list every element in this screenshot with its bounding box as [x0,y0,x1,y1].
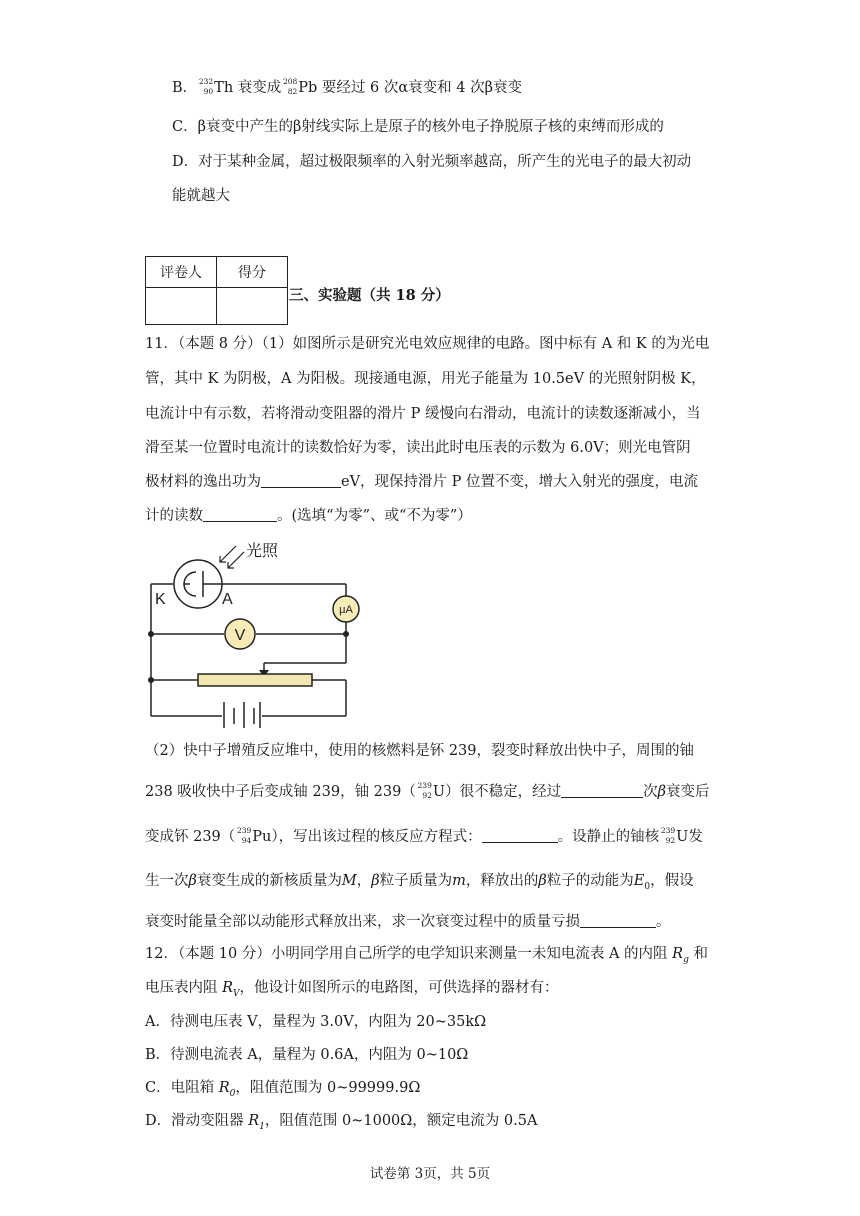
light-rays-icon [220,546,244,568]
section-title: 三、实验题（共 18 分） [289,287,450,304]
nuclear-equation-blank[interactable] [482,828,558,843]
q11-line6: 计的读数 。(选填“为零”、或“不为零”） [145,508,472,524]
work-function-blank[interactable] [261,473,341,488]
uranium-nuclide-2: 239 92 [660,826,676,845]
score-label: 得分 [217,257,288,288]
thorium-nuclide: 232 90 [198,77,214,96]
plutonium-nuclide: 239 94 [236,826,252,845]
q11-line5: 极材料的逸出功为 eV，现保持滑片 P 位置不变，增大入射光的强度，电流 [145,474,699,490]
q11-line4: 滑至某一位置时电流计的读数恰好为零，读出此时电压表的示数为 6.0V；则光电管阴 [145,440,691,456]
q11-2-line3: 变成钚 239（ 239 94 Pu），写出该过程的核反应方程式： 。设静止的铀核 239 92 U发 [145,826,703,845]
voltmeter-icon [225,619,255,649]
page-footer: 试卷第 3页，共 5页 [369,1166,491,1182]
score-table [145,256,288,325]
reviewer-cell [146,288,217,325]
cathode-label: K [155,591,166,608]
microammeter-icon [333,596,359,622]
q11-2-line5: 衰变时能量全部以动能形式释放出来，求一次衰变过程中的质量亏损 。 [145,914,671,930]
q11-2-line1: （2）快中子增殖反应堆中，使用的核燃料是钚 239，裂变时释放出快中子，周围的铀 [145,743,695,759]
q12-option-b: B．待测电流表 A，量程为 0.6A，内阻为 0~10Ω [145,1047,469,1063]
q11-2-line4: 生一次β衰变生成的新核质量为M，β粒子质量为m，释放出的β粒子的动能为$E_0$，假设 [145,873,694,892]
q11-line3: 电流计中有示数，若将滑动变阻器的滑片 P 缓慢向右滑动，电流计的读数逐渐减小，当 [145,406,701,422]
current-reading-blank[interactable] [203,507,277,522]
q11-line1: 11．（本题 8 分）（1）如图所示是研究光电效应规律的电路。图中标有 A 和 K 的为光电 [145,336,710,352]
option-d-line2: 能就越大 [172,188,230,204]
score-cell [217,288,288,325]
lead-nuclide: 208 82 [282,77,298,96]
q12-line2: 电压表内阻 $R_V$，他设计如图所示的电路图，可供选择的器材有： [145,980,559,999]
anode-label: A [222,591,233,608]
mass-defect-blank[interactable] [580,913,656,928]
q11-line2: 管，其中 K 为阴极，A 为阳极。现接通电源，用光子能量为 10.5eV 的光照射阴极 K， [145,371,706,387]
option-c: C．β衰变中产生的β射线实际上是原子的核外电子挣脱原子核的束缚而形成的 [172,119,664,135]
microammeter-label: μA [339,604,353,616]
rheostat [198,674,312,686]
option-b: B． 232 90 Th 衰变成 208 82 Pb 要经过 6 次α衰变和 4 次β衰变 [172,77,522,96]
beta-decay-count-blank[interactable] [561,783,643,798]
option-d-line1: D．对于某种金属，超过极限频率的入射光频率越高，所产生的光电子的最大初动 [172,154,692,170]
q12-line1: 12．（本题 10 分）小明同学用自己所学的电学知识来测量一未知电流表 A 的内阻 $R_g$ 和 [145,946,708,965]
voltmeter-label: V [234,627,246,644]
uranium-nuclide: 239 92 [417,781,432,800]
light-label: 光照 [246,541,279,560]
q12-option-c: C．电阻箱 $R_0$，阻值范围为 0~99999.9Ω [145,1080,421,1099]
battery-icon [224,702,260,728]
q12-option-d: D．滑动变阻器 $R_1$，阻值范围 0~1000Ω，额定电流为 0.5A [145,1113,538,1132]
photoelectric-circuit-diagram [140,538,360,728]
reviewer-label: 评卷人 [146,257,217,288]
q12-option-a: A．待测电压表 V，量程为 3.0V，内阻为 20~35kΩ [145,1014,487,1030]
phototube-icon [174,560,223,608]
q11-2-line2: 238 吸收快中子后变成铀 239，铀 239（ 239 92 U）很不稳定，经过 次β衰变后 [145,781,710,800]
